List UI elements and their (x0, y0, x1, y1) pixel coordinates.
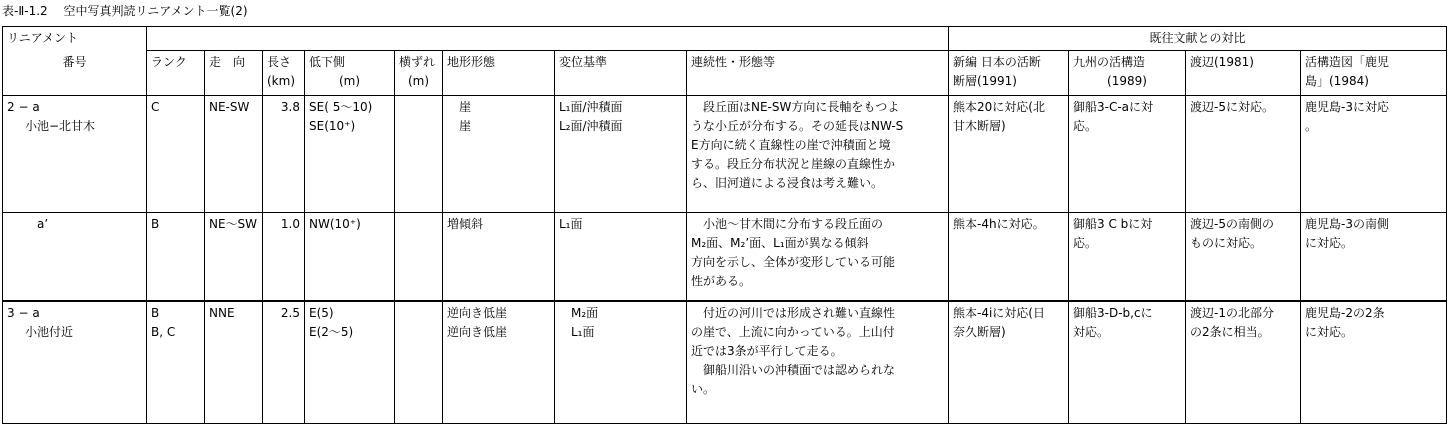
table-row (3, 95, 1447, 212)
row-ref-2: L₂面/沖積面 (559, 118, 623, 133)
row-length: 1.0 (263, 212, 305, 301)
header-length-unit: (km) (267, 74, 296, 88)
header-lineament-title: リニアメント (3, 27, 147, 51)
row-lit3-line: ものに対応。 (1190, 235, 1263, 250)
row-strike: NE-SW (205, 95, 263, 212)
row-continuity-line: E方向に続く直線性の崖で沖積面と境 (691, 137, 891, 152)
row-lit2-line: 応。 (1073, 235, 1098, 250)
header-rank: ランク (147, 51, 205, 96)
row-lit2-line: 御船3-C-aに対 (1073, 99, 1154, 114)
row-lit3-line: の2条に相当。 (1190, 325, 1270, 339)
row-continuity-line: うな小丘が分布する。その延長はNW-S (691, 118, 904, 133)
header-literature-group: 既往文献との対比 (949, 27, 1447, 51)
header-row-1 (3, 27, 1447, 51)
row-downthrown (305, 212, 395, 301)
row-lit4-line: に対応。 (1305, 325, 1354, 339)
row-continuity-line: 付近の河川では形成され難い直線性 (691, 306, 896, 320)
row-continuity-line: M₂面、M₂’面、L₁面が異なる傾斜 (691, 235, 869, 250)
row-number-cell (3, 95, 147, 212)
row-continuity (687, 95, 949, 212)
row-lateral (395, 301, 443, 423)
row-number: a’ (37, 216, 49, 231)
row-lit3-line: 渡辺-5に対応。 (1190, 99, 1274, 114)
row-ref-1: L₁面 (559, 216, 583, 231)
row-lit3-line: 渡辺-1の北部分 (1190, 306, 1274, 320)
row-lit2-line: 応。 (1073, 118, 1098, 133)
header-downthrown-label: 低下側 (309, 55, 346, 69)
header-lit1-l1: 新編 日本の活断 (953, 55, 1041, 69)
header-lit4 (1301, 51, 1447, 96)
row-continuity-line: する。段丘分布状況と崖線の直線性か (691, 156, 896, 171)
row-downthrown-2: E(2〜5) (309, 325, 354, 339)
row-ref-1: L₁面/沖積面 (559, 99, 623, 114)
row-continuity-line: 性がある。 (691, 273, 752, 288)
row-lit1-line: 甘木断層) (953, 118, 1006, 133)
row-lit2-line: 御船3 C bに対 (1073, 216, 1153, 231)
row-continuity (687, 301, 949, 423)
row-landform-1: 逆向き低崖 (447, 306, 508, 320)
row-number: 3 − a (7, 306, 40, 320)
row-lit2 (1069, 301, 1186, 423)
row-lit1 (949, 212, 1069, 301)
row-length: 3.8 (263, 95, 305, 212)
row-continuity-line: ら、旧河道による浸食は考え難い。 (691, 175, 884, 190)
row-displacement-ref (555, 95, 687, 212)
row-continuity-line: の崖で、上流に向かっている。上山付 (691, 325, 895, 339)
header-lit4-l2: 島」(1984) (1305, 74, 1369, 88)
header-lit2-l2: (1989) (1107, 74, 1147, 88)
row-lit3-line: 渡辺-5の南側の (1190, 216, 1274, 231)
header-row-2 (3, 51, 1447, 96)
row-strike: NE〜SW (205, 212, 263, 301)
row-rank (147, 301, 205, 423)
row-lateral (395, 95, 443, 212)
row-lit4-line: 。 (1305, 118, 1318, 133)
row-downthrown-2: SE(10⁺) (309, 118, 356, 133)
header-downthrown-unit: (m) (338, 74, 361, 88)
row-displacement-ref (555, 301, 687, 423)
row-lit4 (1301, 212, 1447, 301)
row-continuity-line: い。 (691, 382, 716, 396)
row-continuity-line: 御船川沿いの沖積面では認められな (691, 363, 896, 377)
row-downthrown (305, 95, 395, 212)
row-ref-1: M₂面 (571, 306, 599, 320)
row-number: 2 − a (7, 99, 40, 114)
header-blank (147, 27, 949, 51)
row-continuity (687, 212, 949, 301)
header-length (263, 51, 305, 96)
row-rank-1: B (151, 306, 160, 320)
row-downthrown (305, 301, 395, 423)
row-lit4-line: 鹿児島-3の南側 (1305, 216, 1389, 231)
header-continuity: 連続性・形態等 (687, 51, 949, 96)
row-lateral (395, 212, 443, 301)
row-number-cell (3, 212, 147, 301)
lineament-table (2, 26, 1447, 424)
row-downthrown-1: E(5) (309, 306, 334, 320)
row-displacement-ref (555, 212, 687, 301)
header-lateral (395, 51, 443, 96)
row-ref-2: L₁面 (571, 325, 595, 339)
row-lit1-line: 熊本-4iに対応(日 (953, 306, 1045, 320)
row-landform (443, 95, 555, 212)
row-lit3 (1186, 212, 1301, 301)
row-landform-2: 逆向き低崖 (447, 325, 508, 339)
row-rank: C (147, 95, 205, 212)
row-landform-1: 崖 (459, 99, 472, 114)
header-lateral-label: 横ずれ (399, 55, 436, 69)
header-lit2 (1069, 51, 1186, 96)
row-landform-1: 増傾斜 (447, 216, 484, 231)
header-displacement-ref: 変位基準 (555, 51, 687, 96)
row-landform (443, 212, 555, 301)
row-lit3 (1186, 95, 1301, 212)
header-landform: 地形形態 (443, 51, 555, 96)
row-continuity-line: 方向を示し、全体が変形している可能 (691, 254, 896, 269)
row-downthrown-1: SE( 5〜10) (309, 99, 373, 114)
row-lit1 (949, 301, 1069, 423)
header-length-label: 長さ (267, 55, 292, 69)
row-number-cell (3, 301, 147, 423)
row-lit1 (949, 95, 1069, 212)
header-lateral-unit: (m) (407, 74, 430, 88)
row-lit4-line: 鹿児島-2の2条 (1305, 306, 1385, 320)
row-lit4 (1301, 95, 1447, 212)
row-lit2 (1069, 95, 1186, 212)
table-row (3, 212, 1447, 301)
header-number-label: 番号 (62, 54, 87, 69)
row-lit2-line: 対応。 (1073, 325, 1110, 339)
row-name: 小池−北甘木 (25, 118, 96, 133)
row-name: 小池付近 (25, 325, 74, 339)
row-continuity-line: 小池〜甘木間に分布する段丘面の (691, 216, 884, 231)
row-landform-2: 崖 (459, 118, 472, 133)
header-lit3: 渡辺(1981) (1186, 51, 1301, 96)
header-strike: 走 向 (205, 51, 263, 96)
header-number (3, 51, 147, 96)
row-lit3 (1186, 301, 1301, 423)
row-lit1-line: 熊本20に対応(北 (953, 99, 1045, 114)
header-lit1-l2: 断層(1991) (953, 74, 1017, 88)
table-caption: 表-Ⅱ-1.2 空中写真判読リニアメント一覧(2) (2, 4, 248, 18)
row-lit2-line: 御船3-D-b,cに (1073, 306, 1153, 320)
row-length: 2.5 (263, 301, 305, 423)
header-downthrown (305, 51, 395, 96)
row-landform (443, 301, 555, 423)
header-lit1 (949, 51, 1069, 96)
row-lit4 (1301, 301, 1447, 423)
row-rank: B (147, 212, 205, 301)
row-lit2 (1069, 212, 1186, 301)
header-lit2-l1: 九州の活構造 (1073, 55, 1146, 69)
row-lit1-line: 奈久断層) (953, 325, 1006, 339)
row-downthrown-1: NW(10⁺) (309, 216, 361, 231)
table-row (3, 301, 1447, 423)
row-lit4-line: 鹿児島-3に対応 (1305, 99, 1389, 114)
row-rank-2: B, C (151, 325, 176, 339)
header-lit4-l1: 活構造図「鹿児 (1305, 55, 1390, 69)
row-continuity-line: 近では3条が平行して走る。 (691, 344, 843, 358)
row-strike: NNE (205, 301, 263, 423)
row-lit4-line: に対応。 (1305, 235, 1354, 250)
row-continuity-line: 段丘面はNE-SW方向に長軸をもつよ (691, 99, 900, 114)
row-lit1-line: 熊本-4hに対応。 (953, 216, 1045, 231)
